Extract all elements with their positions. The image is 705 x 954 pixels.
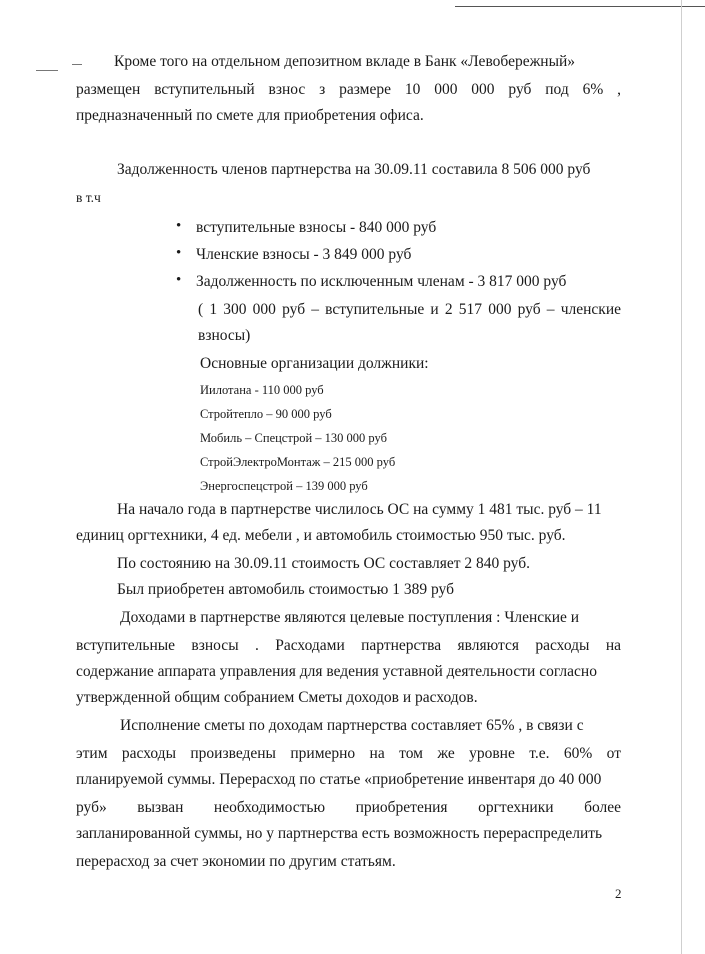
text-line: содержание аппарата управления для ведения уставной деятельности согласно [76,663,597,680]
debtor-item: Иилотана - 110 000 руб [200,383,324,397]
scan-edge-line [455,6,705,7]
bullet-icon: • [176,218,182,234]
text-line: этим расходы произведены примерно на том же уровне т.е. 60% от [76,745,621,762]
text-line: Был приобретен автомобиль стоимостью 1 389 руб [117,581,454,598]
scan-edge-shadow [681,0,682,954]
text-line: Доходами в партнерстве являются целевые поступления : Членские и [120,609,580,626]
debtor-item: Стройтепло – 90 000 руб [200,407,332,421]
debtor-item: СтройЭлектроМонтаж – 215 000 руб [200,455,396,469]
text-line: ( 1 300 000 руб – вступительные и 2 517 000 руб – членские [198,301,621,318]
text-line: планируемой суммы. Перерасход по статье «приобретение инвентаря до 40 000 [76,771,602,788]
bullet-item: вступительные взносы - 840 000 руб [196,219,437,236]
bullet-icon: • [176,272,182,288]
text-line: По состоянию на 30.09.11 стоимость ОС составляет 2 840 руб. [117,555,530,572]
text-line: Исполнение сметы по доходам партнерства составляет 65% , в связи с [120,717,584,734]
margin-mark [36,70,58,71]
text-line: размещен вступительный взнос з размере 10 000 000 руб под 6% , [76,81,621,98]
text-line: Кроме того на отдельном депозитном вкладе в Банк «Левобережный» [114,53,576,70]
text-line: в т.ч [76,190,101,205]
text-line: предназначенный по смете для приобретения офиса. [76,107,424,124]
text-line: вступительные взносы . Расходами партнерства являются расходы на [76,637,621,654]
page-number: 2 [615,886,622,901]
text-line: перерасход за счет экономии по другим статьям. [76,853,396,870]
debtor-item: Энергоспецстрой – 139 000 руб [200,479,368,493]
debtor-item: Мобиль – Спецстрой – 130 000 руб [200,431,387,445]
text-line: утвержденной общим собранием Сметы доходов и расходов. [76,689,478,706]
text-line: взносы) [198,327,251,344]
bullet-item: Задолженность по исключенным членам - 3 817 000 руб [196,273,567,290]
text-line: руб» вызван необходимостью приобретения оргтехники более [76,799,621,816]
margin-mark [72,64,82,65]
text-line: единиц оргтехники, 4 ед. мебели , и автомобиль стоимостью 950 тыс. руб. [76,527,566,544]
bullet-item: Членские взносы - 3 849 000 руб [196,246,412,263]
text-line: На начало года в партнерстве числилось ОС на сумму 1 481 тыс. руб – 11 [117,501,602,518]
debtors-heading: Основные организации должники: [200,355,429,372]
text-line: Задолженность членов партнерства на 30.09.11 составила 8 506 000 руб [117,161,591,178]
bullet-icon: • [176,245,182,261]
text-line: запланированной суммы, но у партнерства есть возможность перераспределить [76,825,603,842]
